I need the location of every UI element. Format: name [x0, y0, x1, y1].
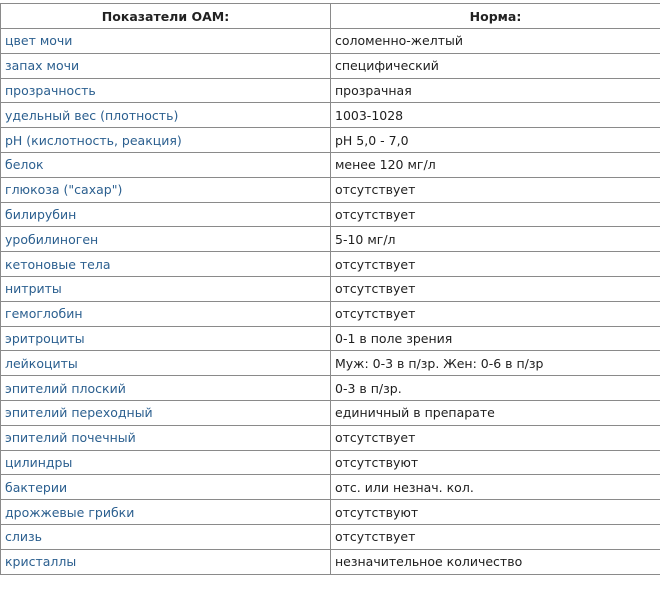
- norm-cell: отсутствуют: [331, 450, 660, 475]
- table-row: [1, 425, 660, 450]
- norm-cell: 0-1 в поле зрения: [331, 326, 660, 351]
- param-cell: кетоновые тела: [1, 252, 331, 277]
- param-cell: цилиндры: [1, 450, 331, 475]
- norm-cell: pH 5,0 - 7,0: [331, 128, 660, 153]
- norm-cell: отсутствует: [331, 301, 660, 326]
- param-cell: белок: [1, 152, 331, 177]
- urinalysis-norms-table: [0, 3, 660, 575]
- table-row: [1, 177, 660, 202]
- param-cell: билирубин: [1, 202, 331, 227]
- param-cell: удельный вес (плотность): [1, 103, 331, 128]
- table-row: [1, 524, 660, 549]
- param-cell: эритроциты: [1, 326, 331, 351]
- norm-cell: отсутствует: [331, 177, 660, 202]
- norm-cell: специфический: [331, 53, 660, 78]
- param-cell: запах мочи: [1, 53, 331, 78]
- norm-cell: 1003-1028: [331, 103, 660, 128]
- table-row: [1, 376, 660, 401]
- table-row: [1, 351, 660, 376]
- param-cell: уробилиноген: [1, 227, 331, 252]
- norm-cell: отсутствуют: [331, 500, 660, 525]
- table-row: [1, 227, 660, 252]
- table-row: [1, 301, 660, 326]
- norm-cell: отс. или незнач. кол.: [331, 475, 660, 500]
- norm-cell: прозрачная: [331, 78, 660, 103]
- norm-cell: 0-3 в п/зр.: [331, 376, 660, 401]
- table-row: [1, 152, 660, 177]
- table-row: [1, 252, 660, 277]
- table-row: [1, 29, 660, 54]
- norm-cell: отсутствует: [331, 276, 660, 301]
- table-row: [1, 202, 660, 227]
- table-row: [1, 53, 660, 78]
- norm-cell: незначительное количество: [331, 549, 660, 574]
- param-cell: эпителий переходный: [1, 400, 331, 425]
- table-row: [1, 103, 660, 128]
- table-row: [1, 450, 660, 475]
- param-cell: глюкоза ("сахар"): [1, 177, 331, 202]
- norm-cell: отсутствует: [331, 202, 660, 227]
- table-row: [1, 78, 660, 103]
- table-row: [1, 326, 660, 351]
- table-row: [1, 475, 660, 500]
- param-cell: эпителий плоский: [1, 376, 331, 401]
- param-cell: кристаллы: [1, 549, 331, 574]
- header-norm: Норма:: [331, 4, 660, 29]
- table-row: [1, 400, 660, 425]
- norm-cell: менее 120 мг/л: [331, 152, 660, 177]
- norm-cell: соломенно-желтый: [331, 29, 660, 54]
- param-cell: прозрачность: [1, 78, 331, 103]
- table-header-row: [1, 4, 660, 29]
- param-cell: слизь: [1, 524, 331, 549]
- header-param: Показатели ОАМ:: [1, 4, 331, 29]
- norm-cell: отсутствует: [331, 425, 660, 450]
- table-row: [1, 500, 660, 525]
- table-row: [1, 549, 660, 574]
- norm-cell: Муж: 0-3 в п/зр. Жен: 0-6 в п/зр: [331, 351, 660, 376]
- table-row: [1, 276, 660, 301]
- param-cell: нитриты: [1, 276, 331, 301]
- param-cell: лейкоциты: [1, 351, 331, 376]
- table-row: [1, 128, 660, 153]
- norm-cell: отсутствует: [331, 524, 660, 549]
- param-cell: цвет мочи: [1, 29, 331, 54]
- param-cell: эпителий почечный: [1, 425, 331, 450]
- norm-cell: единичный в препарате: [331, 400, 660, 425]
- norm-cell: 5-10 мг/л: [331, 227, 660, 252]
- param-cell: бактерии: [1, 475, 331, 500]
- param-cell: гемоглобин: [1, 301, 331, 326]
- param-cell: дрожжевые грибки: [1, 500, 331, 525]
- norm-cell: отсутствует: [331, 252, 660, 277]
- param-cell: pH (кислотность, реакция): [1, 128, 331, 153]
